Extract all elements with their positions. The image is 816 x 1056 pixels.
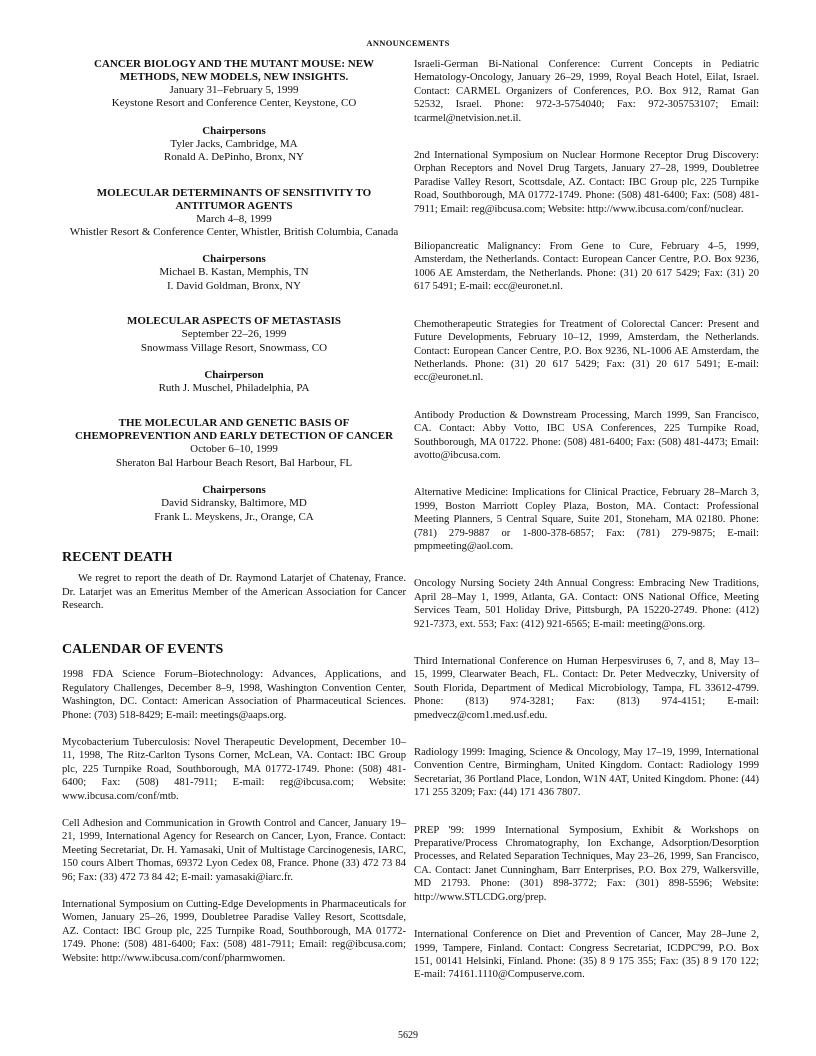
event-listing: Oncology Nursing Society 24th Annual Congress: Embracing New Traditions, April 28–May 1, 1999, Atlanta, GA. Contact: ONS National Office, Meeting Services Team, 501 Holiday Drive, Pittsburgh, PA 15220-2749. Phone: (412) 921-7373, ext. 553; Fax: (412) 921-6565; E-mail: meeting@ons.org. (414, 578, 759, 630)
event-listing: Alternative Medicine: Implications for Clinical Practice, February 28–March 3, 1999, Boston Marriott Copley Plaza, Boston, MA. Contact: Professional Meeting Planners, 5 Central Square, Suite 201, Stoneham, MA 02180. Phone: (781) 279-9887 or 1-800-378-6857; Fax: (781) 279-9875; E-mail: pmpmeeting@aol.com. (414, 487, 759, 552)
event-listing: 2nd International Symposium on Nuclear Hormone Receptor Drug Discovery: Orphan Receptors and Novel Drug Targets, January 27–28, 1999, Doubletree Paradise Valley Resort, Scottsdale, AZ. Contact: IBC Group plc, 225 Turnpike Road, Southborough, MA 01772-1749. Phone: (508) 481-6400; Fax: (508) 481-7911; Email: reg@ibcusa.com; Website: http://www.ibcusa.com/conf/nuclear. (414, 150, 759, 215)
meeting-location: Sheraton Bal Harbour Beach Resort, Bal Harbour, FL (115, 456, 353, 469)
meeting-date: March 4–8, 1999 (196, 212, 272, 225)
left-column (62, 58, 406, 979)
meeting-block (62, 187, 406, 294)
chairpersons-heading: Chairpersons (202, 484, 266, 497)
page-number: 5629 (398, 1030, 418, 1041)
chairperson: Michael B. Kastan, Memphis, TN (159, 266, 309, 279)
meeting-title-line: THE MOLECULAR AND GENETIC BASIS OF (118, 417, 350, 430)
chairpersons-heading: Chairpersons (202, 124, 266, 137)
meeting-title-line: MOLECULAR DETERMINANTS OF SENSITIVITY TO (96, 186, 372, 199)
chairperson: Frank L. Meyskens, Jr., Orange, CA (154, 510, 314, 523)
meeting-title-line: METHODS, NEW MODELS, NEW INSIGHTS. (119, 71, 349, 83)
calendar-heading: CALENDAR OF EVENTS (62, 642, 224, 658)
event-listing: Israeli-German Bi-National Conference: Current Concepts in Pediatric Hematology-Oncology, January 26–29, 1999, Royal Beach Hotel, Eilat, Israel. Contact: CARMEL Organizers of Conferences, P.O. Box 912, Ramat Gan 52532, Israel. Phone: 972-3-5754040; Fax: 972-305753107; Email: tcarmel@netvision.net.il. (414, 59, 759, 124)
meeting-block (62, 417, 406, 524)
chairperson: Ruth J. Muschel, Philadelphia, PA (158, 382, 310, 395)
meeting-location: Keystone Resort and Conference Center, Keystone, CO (111, 97, 357, 110)
running-head: ANNOUNCEMENTS (366, 38, 450, 48)
recent-death-heading: RECENT DEATH (62, 550, 173, 566)
event-listing: Biliopancreatic Malignancy: From Gene to Cure, February 4–5, 1999, Amsterdam, the Netherlands. Contact: European Cancer Centre, P.O. Box 9236, 1006 AE Amsterdam, the Netherlands. Phone: (31) 20 617 5429; Fax: (31) 20 617 5491; E-mail: ecc@euronet.nl. (414, 241, 759, 293)
meeting-location: Snowmass Village Resort, Snowmass, CO (140, 341, 328, 354)
meeting-block (62, 58, 406, 165)
event-listing: Third International Conference on Human Herpesviruses 6, 7, and 8, May 13–15, 1999, Clearwater Beach, FL. Contact: Dr. Peter Medveczky, University of South Florida, Department of Medical Microbiology, Tampa, FL 33612-4799. Phone: (813) 974-3281; Fax: (813) 974-4151; E-mail: pmedvecz@com1.med.usf.edu. (414, 656, 759, 721)
meeting-title-line: CANCER BIOLOGY AND THE MUTANT MOUSE: NEW (93, 58, 375, 70)
event-listing: International Conference on Diet and Prevention of Cancer, May 28–June 2, 1999, Tampere, Finland. Contact: Congress Secretariat, ICDPC'99, P.O. Box 151, 00141 Helsinki, Finland. Phone: (35) 8 9 175 355; Fax: (35) 8 9 170 122; E-mail: 74161.1110@Compuserve.com. (414, 929, 759, 981)
chairperson: David Sidransky, Baltimore, MD (161, 497, 307, 510)
meeting-date: January 31–February 5, 1999 (169, 84, 299, 96)
event-listing: Cell Adhesion and Communication in Growth Control and Cancer, January 19–21, 1999, International Agency for Research on Cancer, Lyon, France. Contact: Meeting Secretariat, Dr. H. Yamasaki, Unit of Multistage Carcinogenesis, IARC, 150 cours Albert Thomas, 69372 Lyon Cedex 08, France. Phone (33) 472 73 84 96; Fax: (33) 472 73 84 42; E-mail: yamasaki@iarc.fr. (62, 817, 406, 883)
chairperson: I. David Goldman, Bronx, NY (166, 279, 302, 292)
right-column (414, 58, 759, 1006)
meeting-block (62, 315, 406, 395)
recent-death-text: We regret to report the death of Dr. Raymond Latarjet of Chatenay, France. Dr. Latarjet was an Emeritus Member of the American Association for Cancer Research. (62, 573, 406, 611)
meeting-title-line: ANTITUMOR AGENTS (175, 199, 293, 212)
chairperson: Tyler Jacks, Cambridge, MA (170, 137, 298, 150)
recent-death-section (62, 550, 406, 612)
event-listing: 1998 FDA Science Forum–Biotechnology: Advances, Applications, and Regulatory Challenges, December 8–9, 1998, Washington Convention Center, Washington, DC. Contact: American Association of Pharmaceutical Sciences. Phone: (703) 518-8429; E-mail: meetings@aaps.org. (62, 669, 406, 721)
meeting-location: Whistler Resort & Conference Center, Whistler, British Columbia, Canada (69, 226, 399, 239)
event-listing: Antibody Production & Downstream Processing, March 1999, San Francisco, CA. Contact: Abby Votto, IBC USA Conferences, 225 Turnpike Road, Southborough, MA 01722. Phone: (508) 481-6400; Fax: (508) 481-4473; Email: avotto@ibcusa.com. (414, 409, 759, 461)
chairpersons-heading: Chairperson (204, 369, 264, 382)
chairpersons-heading: Chairpersons (202, 253, 266, 266)
event-listing: PREP '99: 1999 International Symposium, Exhibit & Workshops on Preparative/Process Chromatography, Ion Exchange, Adsorption/Desorption Processes, and Related Separation Techniques, May 23–26, 1999, San Francisco, CA. Contact: Janet Cunningham, Barr Enterprises, P.O. Box 279, Walkersville, MD 21793. Phone: (301) 898-3772; Fax: (301) 898-5596; Website: http://www.STLCDG.org/prep. (414, 824, 759, 903)
meeting-title-line: MOLECULAR ASPECTS OF METASTASIS (126, 315, 342, 328)
event-listing: Mycobacterium Tuberculosis: Novel Therapeutic Development, December 10–11, 1998, The Ritz-Carlton Tysons Corner, McLean, VA. Contact: IBC Group plc, 225 Turnpike Road, Southborough, MA 01772-1749. Phone: (508) 481-6400; Fax: (508) 481-7911; E-mail: reg@ibcusa.com; Website: www.ibcusa.com/conf/mtb. (62, 736, 406, 802)
calendar-section (62, 642, 406, 965)
event-listing: Chemotherapeutic Strategies for Treatment of Colorectal Cancer: Present and Future Developments, February 10–12, 1999, Amsterdam, the Netherlands. Contact: European Cancer Centre, P.O. Box 9236, NL-1006 AE Amsterdam, the Netherlands. Phone: (31) 20 617 5429; Fax: (31) 20 617 5491; E-mail: ecc@euronet.nl. (414, 318, 759, 384)
meeting-date: October 6–10, 1999 (190, 443, 278, 456)
meeting-title-line: CHEMOPREVENTION AND EARLY DETECTION OF CANCER (74, 430, 394, 443)
chairperson: Ronald A. DePinho, Bronx, NY (163, 151, 305, 164)
event-listing: International Symposium on Cutting-Edge Developments in Pharmaceuticals for Women, January 25–26, 1999, Doubletree Paradise Valley Resort, Scottsdale, AZ. Contact: IBC Group plc, 225 Turnpike Road, Southborough, MA 01772-1749. Phone: (508) 481-6400; Fax: (508) 481-7911; Email: reg@ibcusa.com; Website: http://www.ibcusa.com/conf/pharmwomen. (62, 899, 406, 964)
event-listing: Radiology 1999: Imaging, Science & Oncology, May 17–19, 1999, International Convention Centre, Birmingham, United Kingdom. Contact: Radiology 1999 Secretariat, 36 Portland Place, London, W1N 4AT, United Kingdom. Phone: (44) 171 255 3209; Fax: (44) 171 436 7807. (414, 747, 759, 799)
meeting-date: September 22–26, 1999 (181, 328, 287, 341)
